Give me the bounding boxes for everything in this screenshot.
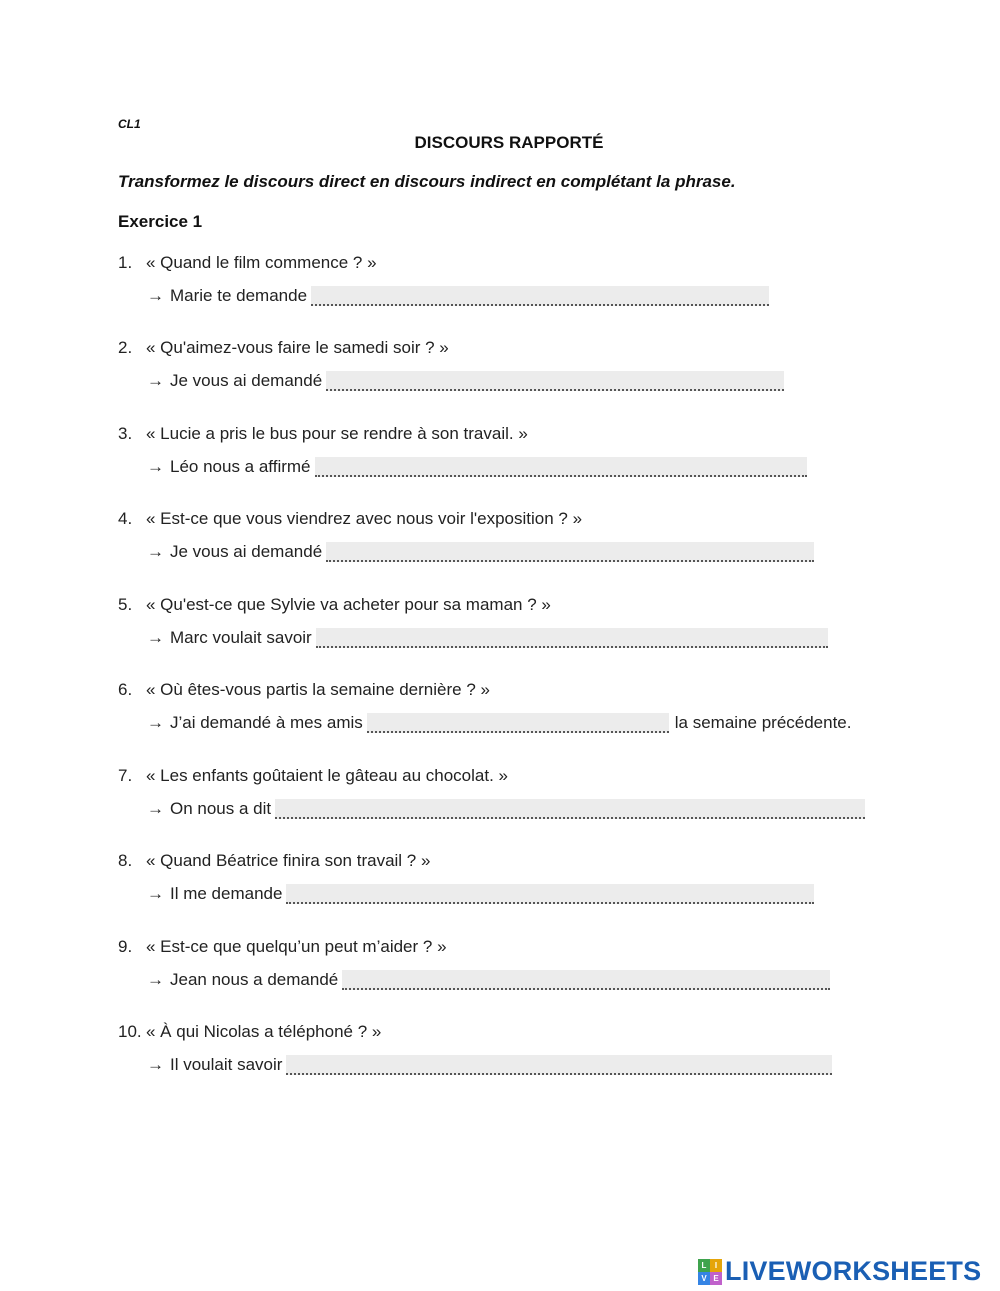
arrow-icon: → (147, 457, 164, 476)
item-number: 6. (118, 680, 133, 699)
direct-speech-quote: « Lucie a pris le bus pour se rendre à son travail. » (146, 424, 528, 443)
item-number: 9. (118, 937, 133, 956)
direct-speech-quote: « À qui Nicolas a téléphoné ? » (146, 1022, 382, 1041)
liveworksheets-logo-icon (698, 1259, 722, 1285)
direct-speech-quote: « Est-ce que quelqu’un peut m’aider ? » (146, 937, 447, 956)
exercise-item-10 (118, 1022, 898, 1102)
answer-prefix: On nous a dit (170, 799, 272, 818)
arrow-icon: → (147, 628, 164, 647)
answer-suffix: la semaine précédente. (674, 713, 852, 732)
exercise-item-8 (118, 851, 898, 931)
logo-mark-cell: L (698, 1259, 710, 1272)
exercise-item-2 (118, 338, 898, 418)
answer-prefix: J’ai demandé à mes amis (170, 713, 363, 732)
item-number: 8. (118, 851, 133, 870)
direct-speech-quote: « Les enfants goûtaient le gâteau au chocolat. » (146, 766, 508, 785)
arrow-icon: → (147, 371, 164, 390)
exercise-item-7 (118, 766, 898, 846)
answer-blank[interactable] (367, 713, 669, 733)
item-number: 2. (118, 338, 133, 357)
item-number: 1. (118, 253, 133, 272)
direct-speech-quote: « Où êtes-vous partis la semaine dernière ? » (146, 680, 490, 699)
answer-blank[interactable] (316, 628, 828, 648)
exercise-item-3 (118, 424, 898, 504)
arrow-icon: → (147, 799, 164, 818)
exercise-item-6 (118, 680, 898, 760)
answer-blank[interactable] (315, 457, 807, 477)
answer-prefix: Il voulait savoir (170, 1055, 283, 1074)
answer-prefix: Léo nous a affirmé (170, 457, 311, 476)
item-number: 5. (118, 595, 133, 614)
answer-prefix: Jean nous a demandé (170, 970, 339, 989)
logo-mark-cell: I (710, 1259, 722, 1272)
item-number: 10. (118, 1022, 142, 1041)
instruction-text: Transformez le discours direct en discours indirect en complétant la phrase. (118, 172, 736, 191)
exercise-item-9 (118, 937, 898, 1017)
logo-text: LIVEWORKSHEETS (725, 1256, 982, 1286)
liveworksheets-logo (698, 1256, 981, 1287)
logo-mark-cell: E (710, 1272, 722, 1285)
arrow-icon: → (147, 713, 164, 732)
arrow-icon: → (147, 1055, 164, 1074)
exercise-item-5 (118, 595, 898, 675)
answer-blank[interactable] (342, 970, 830, 990)
worksheet-code: CL1 (118, 117, 141, 131)
exercise-item-1 (118, 253, 898, 333)
item-number: 4. (118, 509, 133, 528)
item-number: 7. (118, 766, 133, 785)
answer-prefix: Marc voulait savoir (170, 628, 312, 647)
answer-blank[interactable] (311, 286, 769, 306)
direct-speech-quote: « Quand Béatrice finira son travail ? » (146, 851, 431, 870)
answer-blank[interactable] (275, 799, 865, 819)
exercise-title: Exercice 1 (118, 212, 203, 231)
arrow-icon: → (147, 884, 164, 903)
direct-speech-quote: « Qu'est-ce que Sylvie va acheter pour sa maman ? » (146, 595, 551, 614)
direct-speech-quote: « Qu'aimez-vous faire le samedi soir ? » (146, 338, 449, 357)
direct-speech-quote: « Est-ce que vous viendrez avec nous voir l'exposition ? » (146, 509, 583, 528)
exercise-item-4 (118, 509, 898, 589)
arrow-icon: → (147, 286, 164, 305)
answer-prefix: Il me demande (170, 884, 283, 903)
answer-blank[interactable] (326, 371, 784, 391)
answer-blank[interactable] (286, 884, 814, 904)
answer-blank[interactable] (286, 1055, 832, 1075)
arrow-icon: → (147, 970, 164, 989)
arrow-icon: → (147, 542, 164, 561)
page-title: DISCOURS RAPPORTÉ (414, 133, 604, 152)
answer-prefix: Je vous ai demandé (170, 542, 323, 561)
answer-prefix: Je vous ai demandé (170, 371, 323, 390)
answer-blank[interactable] (326, 542, 814, 562)
logo-mark-cell: V (698, 1272, 710, 1285)
item-number: 3. (118, 424, 133, 443)
answer-prefix: Marie te demande (170, 286, 308, 305)
direct-speech-quote: « Quand le film commence ? » (146, 253, 377, 272)
